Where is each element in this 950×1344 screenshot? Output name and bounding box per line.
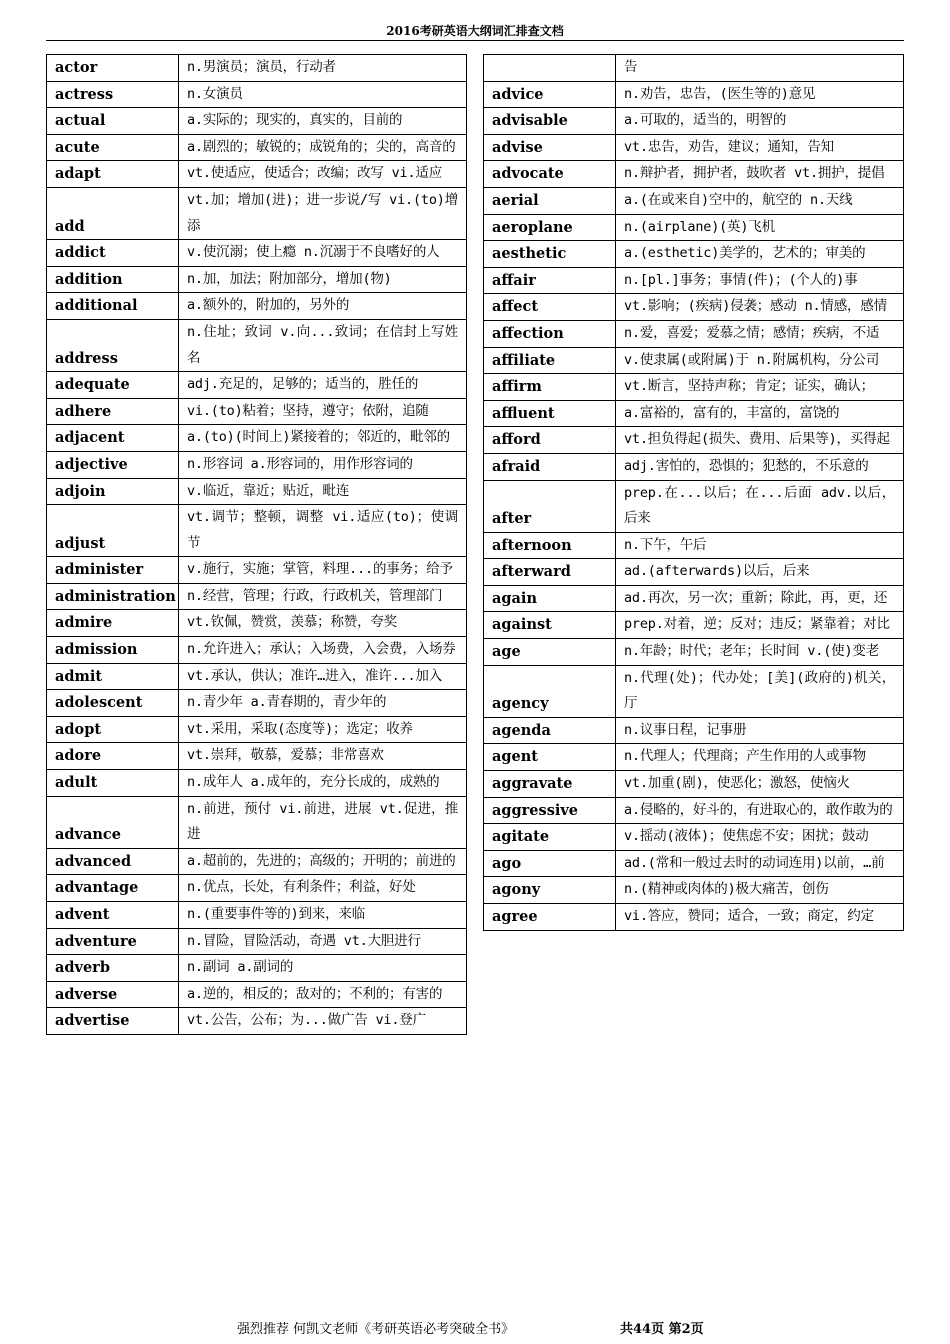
vocab-word: afterward xyxy=(484,559,616,586)
vocab-definition: n.青少年 a.青春期的，青少年的 xyxy=(179,690,467,717)
vocab-word xyxy=(484,55,616,82)
vocab-word: adventure xyxy=(47,928,179,955)
vocab-row xyxy=(484,400,904,427)
vocab-definition: a.侵略的，好斗的，有进取心的，敢作敢为的 xyxy=(616,797,904,824)
vocab-row xyxy=(47,583,467,610)
vocab-definition: n.(airplane)(英)飞机 xyxy=(616,214,904,241)
vocab-row xyxy=(47,928,467,955)
vocab-row xyxy=(47,451,467,478)
vocab-row xyxy=(484,134,904,161)
vocab-row xyxy=(47,372,467,399)
vocab-row xyxy=(484,559,904,586)
vocab-definition: vt.公告，公布；为...做广告 vi.登广 xyxy=(179,1008,467,1035)
vocab-definition: vt.忠告，劝告，建议；通知，告知 xyxy=(616,134,904,161)
footer-recommendation: 强烈推荐 何凯文老师《考研英语必考突破全书》 xyxy=(237,1322,515,1337)
vocab-word: adjust xyxy=(47,505,179,557)
vocab-row xyxy=(484,453,904,480)
vocab-definition: n.劝告，忠告，(医生等的)意见 xyxy=(616,81,904,108)
header-divider xyxy=(46,40,904,41)
vocab-word: aesthetic xyxy=(484,241,616,268)
vocab-definition: n.副词 a.副词的 xyxy=(179,955,467,982)
vocab-row xyxy=(484,267,904,294)
vocab-table-left xyxy=(46,54,467,1035)
vocab-word: affair xyxy=(484,267,616,294)
vocab-definition: vi.(to)粘着；坚持，遵守；依附，追随 xyxy=(179,398,467,425)
vocab-definition: v.使隶属(或附属)于 n.附属机构，分公司 xyxy=(616,347,904,374)
vocab-table-right xyxy=(483,54,904,931)
vocab-definition: n.代理(处)；代办处；[美](政府的)机关，厅 xyxy=(616,665,904,717)
vocab-word: adopt xyxy=(47,716,179,743)
vocab-row xyxy=(47,161,467,188)
vocab-definition: n.代理人；代理商；产生作用的人或事物 xyxy=(616,744,904,771)
vocab-row xyxy=(484,320,904,347)
vocab-row xyxy=(47,557,467,584)
vocab-word: actor xyxy=(47,55,179,82)
footer-page-number: 共44页 第2页 xyxy=(620,1322,704,1337)
vocab-definition: v.摇动(液体)；使焦虑不安；困扰；鼓动 xyxy=(616,824,904,851)
vocab-word: agency xyxy=(484,665,616,717)
vocab-word: adequate xyxy=(47,372,179,399)
vocab-row xyxy=(47,398,467,425)
vocab-definition: a.逆的，相反的；敌对的；不利的；有害的 xyxy=(179,981,467,1008)
vocab-word: advice xyxy=(484,81,616,108)
vocab-row xyxy=(47,240,467,267)
vocab-row xyxy=(47,902,467,929)
vocab-row xyxy=(484,744,904,771)
vocab-row xyxy=(484,532,904,559)
vocab-word: adolescent xyxy=(47,690,179,717)
vocab-word: adore xyxy=(47,743,179,770)
vocab-word: agent xyxy=(484,744,616,771)
vocab-definition: a.(esthetic)美学的，艺术的；审美的 xyxy=(616,241,904,268)
vocab-word: adult xyxy=(47,770,179,797)
vocab-word: adapt xyxy=(47,161,179,188)
vocab-word: advocate xyxy=(484,161,616,188)
vocab-word: address xyxy=(47,319,179,371)
vocab-definition: n.[pl.]事务；事情(件)；(个人的)事 xyxy=(616,267,904,294)
vocab-definition: ad.(常和一般过去时的动词连用)以前，…前 xyxy=(616,850,904,877)
vocab-row xyxy=(47,875,467,902)
vocab-row xyxy=(47,770,467,797)
vocab-word: aeroplane xyxy=(484,214,616,241)
vocab-word: administer xyxy=(47,557,179,584)
vocab-definition: v.使沉溺；使上瘾 n.沉溺于不良嗜好的人 xyxy=(179,240,467,267)
vocab-row xyxy=(47,848,467,875)
vocab-definition: n.辩护者，拥护者，鼓吹者 vt.拥护，提倡 xyxy=(616,161,904,188)
vocab-row xyxy=(484,108,904,135)
vocab-word: adjoin xyxy=(47,478,179,505)
vocab-row xyxy=(47,266,467,293)
vocab-row xyxy=(484,55,904,82)
vocab-row xyxy=(47,55,467,82)
vocab-definition: vt.承认，供认；准许…进入，准许...加入 xyxy=(179,663,467,690)
vocab-row xyxy=(484,347,904,374)
vocab-row xyxy=(47,796,467,848)
vocab-definition: ad.再次，另一次；重新；除此，再，更，还 xyxy=(616,585,904,612)
vocab-definition: vt.担负得起(损失、费用、后果等)，买得起 xyxy=(616,427,904,454)
vocab-definition: n.前进，预付 vi.前进，进展 vt.促进，推进 xyxy=(179,796,467,848)
vocab-row xyxy=(47,637,467,664)
vocab-row xyxy=(484,241,904,268)
vocab-definition: n.(重要事件等的)到来，来临 xyxy=(179,902,467,929)
vocab-row xyxy=(47,478,467,505)
vocab-definition: n.冒险，冒险活动，奇遇 vt.大胆进行 xyxy=(179,928,467,955)
vocab-word: afraid xyxy=(484,453,616,480)
vocab-row xyxy=(484,717,904,744)
vocab-definition: vi.答应，赞同；适合，一致；商定，约定 xyxy=(616,904,904,931)
vocab-word: affect xyxy=(484,294,616,321)
vocab-row xyxy=(484,81,904,108)
vocab-word: agree xyxy=(484,904,616,931)
vocab-word: advance xyxy=(47,796,179,848)
vocab-definition: n.经营，管理；行政，行政机关，管理部门 xyxy=(179,583,467,610)
vocab-row xyxy=(484,904,904,931)
vocab-definition: vt.影响；(疾病)侵袭；感动 n.情感，感情 xyxy=(616,294,904,321)
vocab-word: addict xyxy=(47,240,179,267)
vocab-definition: a.实际的；现实的，真实的，目前的 xyxy=(179,108,467,135)
vocab-definition: n.加，加法；附加部分，增加(物) xyxy=(179,266,467,293)
vocab-row xyxy=(484,877,904,904)
vocab-definition: a.富裕的，富有的，丰富的，富饶的 xyxy=(616,400,904,427)
vocab-word: ago xyxy=(484,850,616,877)
vocab-definition: vt.使适应，使适合；改编；改写 vi.适应 xyxy=(179,161,467,188)
vocab-row xyxy=(484,824,904,851)
vocab-definition: vt.采用，采取(态度等)；选定；收养 xyxy=(179,716,467,743)
vocab-definition: vt.崇拜，敬慕，爱慕；非常喜欢 xyxy=(179,743,467,770)
vocab-row xyxy=(47,108,467,135)
vocab-row xyxy=(484,294,904,321)
vocab-word: affirm xyxy=(484,374,616,401)
vocab-definition: n.女演员 xyxy=(179,81,467,108)
vocab-word: actual xyxy=(47,108,179,135)
vocab-row xyxy=(47,319,467,371)
vocab-row xyxy=(47,663,467,690)
vocab-row xyxy=(47,981,467,1008)
vocab-row xyxy=(47,134,467,161)
vocab-definition: prep.在...以后；在...后面 adv.以后，后来 xyxy=(616,480,904,532)
vocab-definition: vt.断言，坚持声称；肯定；证实，确认； xyxy=(616,374,904,401)
vocab-row xyxy=(484,639,904,666)
vocab-row xyxy=(484,585,904,612)
vocab-row xyxy=(484,850,904,877)
vocab-row xyxy=(484,665,904,717)
vocab-row xyxy=(47,1008,467,1035)
vocab-row xyxy=(484,214,904,241)
vocab-row xyxy=(484,427,904,454)
vocab-row xyxy=(484,161,904,188)
vocab-definition: n.下午，午后 xyxy=(616,532,904,559)
vocab-definition: a.(在或来自)空中的，航空的 n.天线 xyxy=(616,187,904,214)
vocab-word: aggressive xyxy=(484,797,616,824)
vocab-definition: v.临近，靠近；贴近，毗连 xyxy=(179,478,467,505)
vocab-word: actress xyxy=(47,81,179,108)
vocab-definition: n.优点，长处，有利条件；利益，好处 xyxy=(179,875,467,902)
vocab-word: advise xyxy=(484,134,616,161)
vocab-row xyxy=(484,374,904,401)
vocab-word: addition xyxy=(47,266,179,293)
vocab-word: admission xyxy=(47,637,179,664)
page-header-title: 2016考研英语大纲词汇排查文档 xyxy=(386,24,564,38)
vocab-definition: vt.加重(剧)，使恶化；激怒，使恼火 xyxy=(616,771,904,798)
vocab-definition: vt.加；增加(进)；进一步说/写 vi.(to)增添 xyxy=(179,187,467,239)
vocab-definition: a.(to)(时间上)紧接着的；邻近的，毗邻的 xyxy=(179,425,467,452)
vocab-word: additional xyxy=(47,293,179,320)
vocab-definition: v.施行，实施；掌管，料理...的事务；给予 xyxy=(179,557,467,584)
vocab-definition: a.剧烈的；敏锐的；成锐角的；尖的，高音的 xyxy=(179,134,467,161)
vocab-word: agony xyxy=(484,877,616,904)
vocab-definition: n.男演员；演员，行动者 xyxy=(179,55,467,82)
vocab-definition: n.年龄；时代；老年；长时间 v.(使)变老 xyxy=(616,639,904,666)
vocab-word: adjective xyxy=(47,451,179,478)
vocab-definition: n.(精神或肉体的)极大痛苦，创伤 xyxy=(616,877,904,904)
vocab-row xyxy=(47,425,467,452)
vocab-definition: n.议事日程，记事册 xyxy=(616,717,904,744)
vocab-definition: n.住址；致词 v.向...致词；在信封上写姓名 xyxy=(179,319,467,371)
vocab-definition: vt.钦佩，赞赏，羡慕；称赞，夸奖 xyxy=(179,610,467,637)
vocab-word: aerial xyxy=(484,187,616,214)
vocab-word: affluent xyxy=(484,400,616,427)
vocab-word: advertise xyxy=(47,1008,179,1035)
vocab-word: again xyxy=(484,585,616,612)
vocab-word: afford xyxy=(484,427,616,454)
vocab-word: acute xyxy=(47,134,179,161)
vocab-definition: 告 xyxy=(616,55,904,82)
vocab-row xyxy=(47,743,467,770)
vocab-definition: adj.害怕的，恐惧的；犯愁的，不乐意的 xyxy=(616,453,904,480)
vocab-word: affection xyxy=(484,320,616,347)
vocab-word: adverb xyxy=(47,955,179,982)
vocab-definition: prep.对着，逆；反对；违反；紧靠着；对比 xyxy=(616,612,904,639)
vocab-row xyxy=(484,480,904,532)
vocab-word: advisable xyxy=(484,108,616,135)
vocab-word: age xyxy=(484,639,616,666)
vocab-row xyxy=(484,797,904,824)
vocab-definition: a.超前的，先进的；高级的；开明的；前进的 xyxy=(179,848,467,875)
vocab-definition: vt.调节；整顿，调整 vi.适应(to)；使调节 xyxy=(179,505,467,557)
vocab-word: agenda xyxy=(484,717,616,744)
vocab-row xyxy=(47,690,467,717)
vocab-definition: n.允许进入；承认；入场费，入会费，入场券 xyxy=(179,637,467,664)
vocab-definition: n.成年人 a.成年的，充分长成的，成熟的 xyxy=(179,770,467,797)
vocab-row xyxy=(484,187,904,214)
vocab-row xyxy=(47,716,467,743)
vocab-word: adjacent xyxy=(47,425,179,452)
vocab-word: advantage xyxy=(47,875,179,902)
vocab-row xyxy=(47,187,467,239)
vocab-definition: a.额外的，附加的，另外的 xyxy=(179,293,467,320)
vocab-row xyxy=(484,771,904,798)
vocab-word: administration xyxy=(47,583,179,610)
vocab-word: after xyxy=(484,480,616,532)
vocab-word: advanced xyxy=(47,848,179,875)
vocab-definition: n.爱，喜爱；爱慕之情；感情；疾病，不适 xyxy=(616,320,904,347)
vocab-definition: a.可取的，适当的，明智的 xyxy=(616,108,904,135)
vocab-word: aggravate xyxy=(484,771,616,798)
vocab-word: adverse xyxy=(47,981,179,1008)
vocab-row xyxy=(47,955,467,982)
vocab-word: afternoon xyxy=(484,532,616,559)
vocab-word: advent xyxy=(47,902,179,929)
vocab-word: admit xyxy=(47,663,179,690)
vocab-word: admire xyxy=(47,610,179,637)
vocab-definition: n.形容词 a.形容词的，用作形容词的 xyxy=(179,451,467,478)
vocab-row xyxy=(47,610,467,637)
vocab-row xyxy=(47,505,467,557)
vocab-word: add xyxy=(47,187,179,239)
vocab-word: adhere xyxy=(47,398,179,425)
vocab-row xyxy=(47,293,467,320)
vocab-definition: ad.(afterwards)以后，后来 xyxy=(616,559,904,586)
vocab-word: agitate xyxy=(484,824,616,851)
vocab-definition: adj.充足的，足够的；适当的，胜任的 xyxy=(179,372,467,399)
vocab-row xyxy=(484,612,904,639)
vocab-row xyxy=(47,81,467,108)
vocab-word: against xyxy=(484,612,616,639)
vocab-word: affiliate xyxy=(484,347,616,374)
